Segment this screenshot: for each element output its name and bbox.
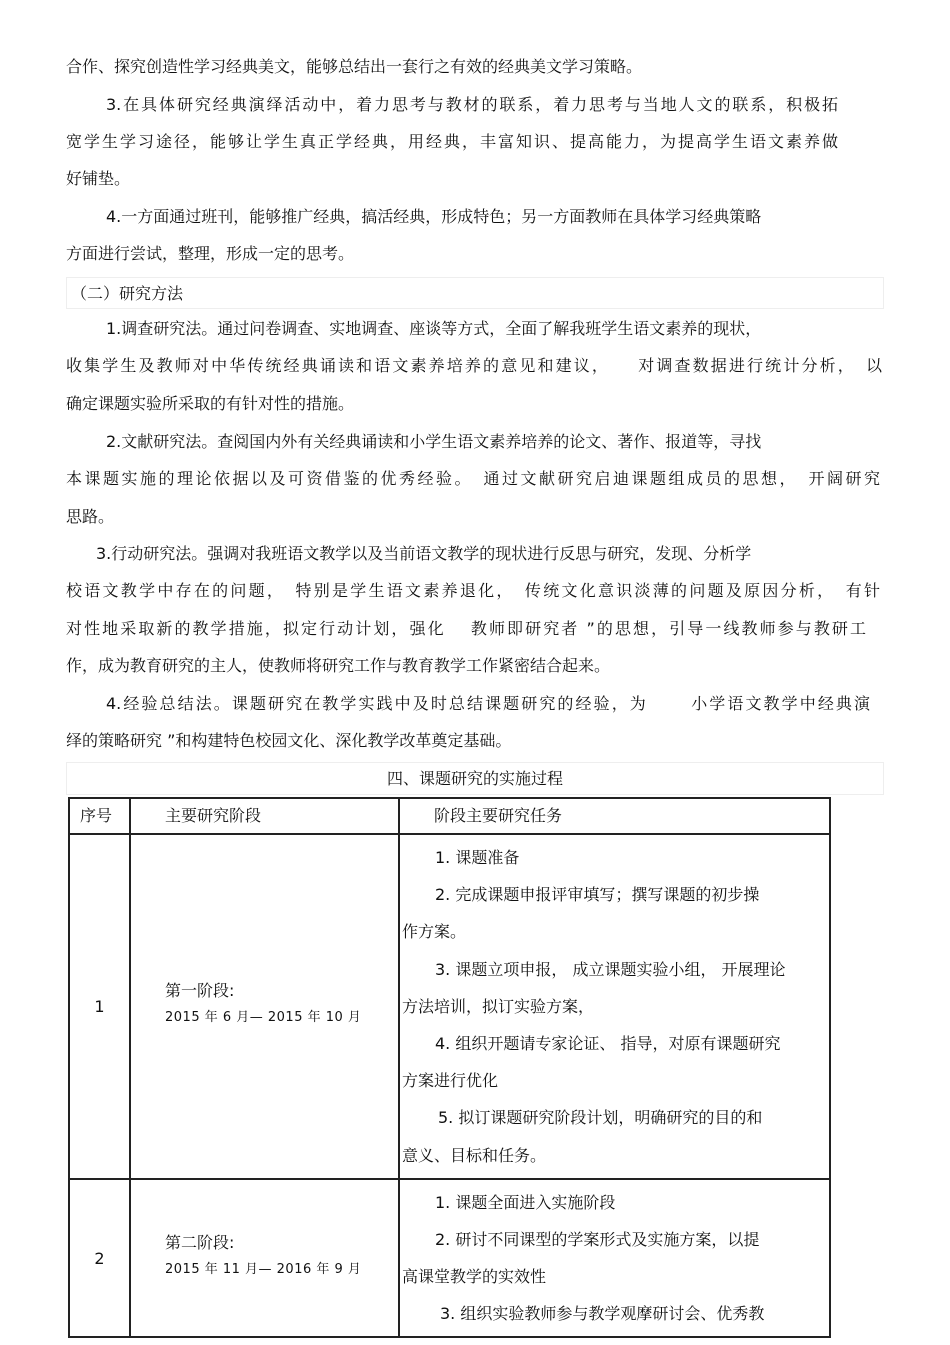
row-2-task-list [400, 1180, 829, 1337]
row-2-num: 2 [69, 1179, 130, 1338]
task-line: 高课堂教学的实效性 [402, 1267, 547, 1287]
text-line-6: 方面进行尝试，整理，形成一定的思考。 [66, 244, 355, 263]
row-2-tasks [399, 1179, 830, 1338]
header-cell-tasks [399, 798, 830, 834]
text-line-13: 思路。 [66, 507, 115, 526]
row-1-num: 1 [69, 834, 130, 1179]
text-line-18: 4.经验总结法。课题研究在教学实践中及时总结课题研究的经验，为 小学语文教学中经典演 [106, 694, 870, 713]
task-line: 作方案。 [402, 922, 467, 942]
row-1-task-list [400, 835, 829, 1178]
task-line: 4. 组织开题请专家论证、 指导，对原有课题研究 [435, 1033, 781, 1053]
text-line-1: 合作、探究创造性学习经典美文，能够总结出一套行之有效的经典美文学习策略。 [66, 57, 643, 76]
text-line-14: 3.行动研究法。强调对我班语文教学以及当前语文教学的现状进行反思与研究，发现、分析学 [96, 544, 752, 563]
row-1-stage-dates: 2015 年 6 月— 2015 年 10 月 [165, 1010, 362, 1026]
text-line-16: 对性地采取新的教学措施，拟定行动计划，强化 教师即研究者 ”的思想，引导一线教师参与教研工 [66, 619, 866, 638]
row-1-stage-title: 第一阶段: [165, 981, 235, 1001]
header-cell-stage [130, 798, 399, 834]
text-line-15: 校语文教学中存在的问题， 特别是学生语文素养退化， 传统文化意识淡薄的问题及原因分析， 有针 [66, 581, 880, 600]
task-line: 5. 拟订课题研究阶段计划，明确研究的目的和 [438, 1108, 763, 1128]
header-stage-label: 主要研究阶段 [165, 806, 262, 825]
task-line: 2. 完成课题申报评审填写；撰写课题的初步操 [435, 885, 760, 905]
task-line: 意义、目标和任务。 [402, 1145, 547, 1165]
task-line: 3. 组织实验教师参与教学观摩研讨会、优秀教 [440, 1304, 765, 1324]
table-row [69, 1179, 830, 1338]
text-line-10: 确定课题实验所采取的有针对性的措施。 [66, 394, 355, 413]
header-num-label: 序号 [80, 806, 113, 825]
text-line-8: 1.调查研究法。通过问卷调查、实地调查、座谈等方式，全面了解我班学生语文素养的现状， [106, 319, 762, 338]
row-1-tasks [399, 834, 830, 1179]
task-line: 方法培训，拟订实验方案， [402, 996, 595, 1016]
row-2-stage-dates: 2015 年 11 月— 2016 年 9 月 [165, 1262, 362, 1278]
table-title: 四、课题研究的实施过程 [386, 769, 563, 788]
text-line-3: 宽学生学习途径，能够让学生真正学经典，用经典，丰富知识、提高能力，为提高学生语文素养做 [66, 132, 838, 151]
header-cell-num [69, 798, 130, 834]
table-row [69, 834, 830, 1179]
text-line-12: 本课题实施的理论依据以及可资借鉴的优秀经验。 通过文献研究启迪课题组成员的思想， 开阔研究 [66, 469, 880, 488]
text-line-4: 好铺垫。 [66, 169, 131, 188]
section-heading-box [66, 277, 884, 309]
text-line-2: 3.在具体研究经典演绎活动中，着力思考与教材的联系，着力思考与当地人文的联系，积极拓 [106, 95, 838, 114]
text-line-9: 收集学生及教师对中华传统经典诵读和语文素养培养的意见和建议， 对调查数据进行统计分析， 以 [66, 356, 882, 375]
task-line: 3. 课题立项申报， 成立课题实验小组， 开展理论 [435, 959, 786, 979]
task-line: 2. 研讨不同课型的学案形式及实施方案，以提 [435, 1229, 760, 1249]
table-title-box [66, 762, 884, 795]
table-header-row [69, 798, 830, 834]
task-line: 1. 课题全面进入实施阶段 [435, 1192, 616, 1212]
task-line: 方案进行优化 [402, 1071, 499, 1091]
row-1-stage [130, 834, 399, 1179]
text-line-17: 作，成为教育研究的主人，使教师将研究工作与教育教学工作紧密结合起来。 [66, 656, 611, 675]
task-line: 1. 课题准备 [435, 848, 520, 867]
row-2-stage-title: 第二阶段: [165, 1233, 235, 1253]
implementation-table [68, 797, 831, 1338]
section-heading-methods: （二）研究方法 [71, 284, 184, 303]
header-tasks-label: 阶段主要研究任务 [434, 806, 563, 825]
text-line-5: 4.一方面通过班刊，能够推广经典，搞活经典，形成特色；另一方面教师在具体学习经典策略 [106, 207, 762, 226]
row-2-stage [130, 1179, 399, 1338]
text-line-11: 2.文献研究法。查阅国内外有关经典诵读和小学生语文素养培养的论文、著作、报道等，寻找 [106, 432, 762, 451]
text-line-19: 绎的策略研究 ”和构建特色校园文化、深化教学改革奠定基础。 [66, 731, 512, 750]
